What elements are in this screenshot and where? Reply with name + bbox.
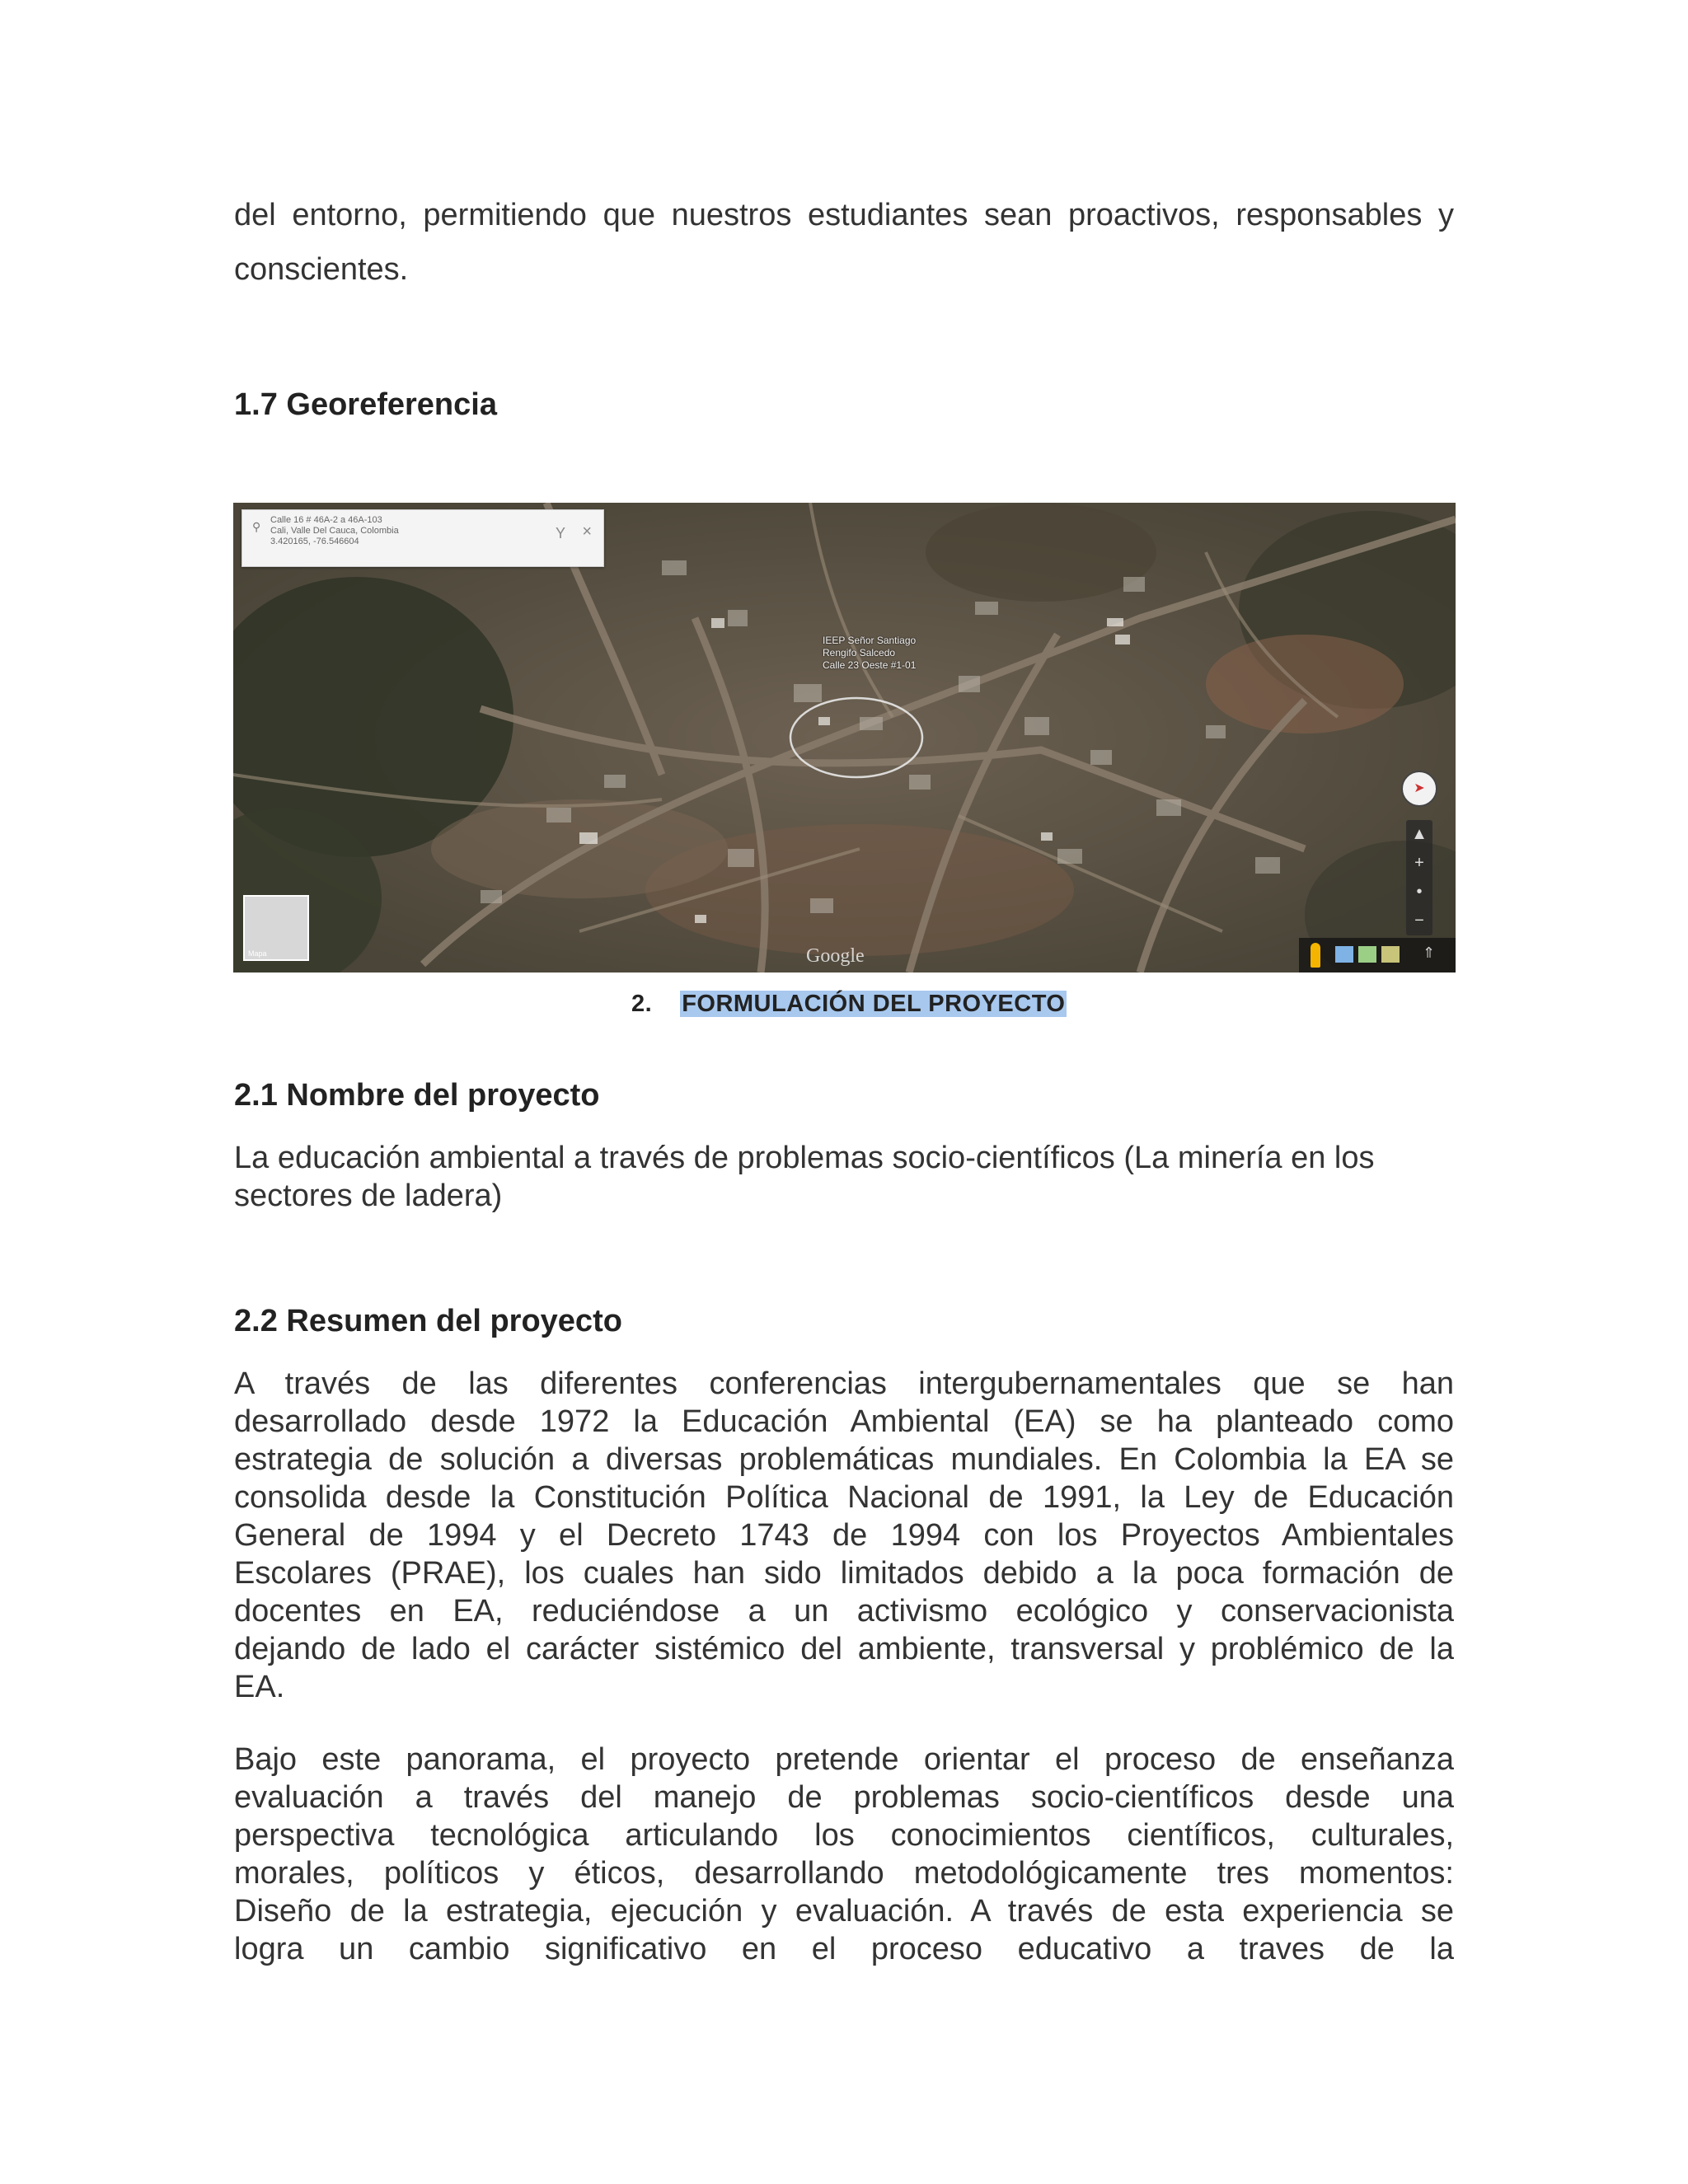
street-view-pegman-icon[interactable] bbox=[1311, 943, 1320, 968]
zoom-control bbox=[1406, 820, 1432, 935]
layer-tile-icon[interactable] bbox=[1358, 946, 1376, 963]
paragraph-line: A través de las diferentes conferencias intergubernamentales que se han bbox=[234, 1366, 1454, 1401]
paragraph-line: estrategia de solución a diversas problemáticas mundiales. En Colombia la EA se bbox=[234, 1442, 1454, 1477]
satellite-map-image bbox=[233, 503, 1456, 972]
paragraph-line: Escolares (PRAE), los cuales han sido limitados debido a la poca formación de bbox=[234, 1556, 1454, 1591]
map-address-city: Cali, Valle Del Cauca, Colombia bbox=[270, 526, 399, 536]
tilt-icon[interactable]: ▲ bbox=[1411, 825, 1428, 843]
paragraph-line: Diseño de la estrategia, ejecución y evaluación. A través de esta experiencia se bbox=[234, 1894, 1454, 1929]
satellite-texture bbox=[233, 503, 1456, 972]
zoom-in-button[interactable]: + bbox=[1414, 854, 1424, 872]
compass-icon[interactable]: ➤ bbox=[1401, 771, 1437, 807]
map-place-label bbox=[823, 635, 916, 672]
map-place-name: IEEP Señor Santiago bbox=[823, 635, 917, 646]
paragraph-line: EA. bbox=[234, 1670, 285, 1704]
map-coordinates: 3.420165, -76.546604 bbox=[270, 537, 359, 546]
google-watermark: Google bbox=[806, 945, 865, 967]
map-place-address: Calle 23 Oeste #1-01 bbox=[823, 659, 917, 671]
paragraph-line: dejando de lado el carácter sistémico del ambiente, transversal y problémico de la bbox=[234, 1632, 1454, 1666]
location-pin-icon: ⚲ bbox=[252, 520, 261, 533]
paragraph-line: consolida desde la Constitución Política Nacional de 1991, la Ley de Educación bbox=[234, 1480, 1454, 1515]
layer-tile-icon[interactable] bbox=[1335, 946, 1353, 963]
rotate-icon[interactable]: • bbox=[1416, 883, 1423, 901]
intro-line: conscientes. bbox=[234, 252, 409, 287]
paragraph-line: logra un cambio significativo en el proceso educativo a traves de la bbox=[234, 1932, 1454, 1966]
paragraph-line: perspectiva tecnológica articulando los conocimientos científicos, culturales, bbox=[234, 1818, 1454, 1853]
project-name-line: La educación ambiental a través de problemas socio-científicos (La minería en los bbox=[234, 1141, 1375, 1175]
project-name-text bbox=[234, 1139, 1454, 1215]
paragraph-line: desarrollado desde 1972 la Educación Ambiental (EA) se ha planteado como bbox=[234, 1404, 1454, 1439]
section-heading-resumen: 2.2 Resumen del proyecto bbox=[234, 1304, 622, 1338]
paragraph-line: morales, políticos y éticos, desarrollando metodológicamente tres momentos: bbox=[234, 1856, 1454, 1891]
paragraph-line: evaluación a través del manejo de problemas socio-científicos desde una bbox=[234, 1780, 1454, 1815]
map-bottom-bar bbox=[1299, 938, 1456, 972]
intro-line: del entorno, permitiendo que nuestros estudiantes sean proactivos, responsables y bbox=[234, 198, 1454, 232]
map-type-label: Mapa bbox=[248, 949, 267, 958]
section-title-highlighted: FORMULACIÓN DEL PROYECTO bbox=[682, 991, 1066, 1017]
paragraph-line: docentes en EA, reduciéndose a un activismo ecológico y conservacionista bbox=[234, 1594, 1454, 1629]
zoom-out-button[interactable]: − bbox=[1414, 912, 1424, 930]
directions-icon[interactable]: Y bbox=[555, 525, 565, 541]
expand-icon[interactable]: ⇑ bbox=[1423, 944, 1436, 961]
section-heading-georeferencia: 1.7 Georeferencia bbox=[234, 387, 497, 422]
intro-paragraph bbox=[234, 188, 1454, 297]
summary-paragraph-1 bbox=[234, 1365, 1454, 1706]
layer-tile-icon[interactable] bbox=[1381, 946, 1400, 963]
project-name-line: sectores de ladera) bbox=[234, 1179, 503, 1213]
map-search-box[interactable] bbox=[241, 509, 604, 567]
section-heading-nombre: 2.1 Nombre del proyecto bbox=[234, 1078, 600, 1113]
map-type-thumbnail[interactable] bbox=[243, 895, 309, 961]
map-place-name-2: Rengifo Salcedo bbox=[823, 647, 896, 658]
section-heading-formulacion bbox=[631, 991, 1067, 1018]
paragraph-line: General de 1994 y el Decreto 1743 de 1994 con los Proyectos Ambientales bbox=[234, 1518, 1454, 1553]
paragraph-line: Bajo este panorama, el proyecto pretende orientar el proceso de enseñanza bbox=[234, 1742, 1454, 1777]
close-icon[interactable]: × bbox=[582, 523, 592, 541]
map-address: Calle 16 # 46A-2 a 46A-103 bbox=[270, 515, 382, 525]
summary-paragraph-2 bbox=[234, 1741, 1454, 1968]
section-number: 2. bbox=[631, 991, 653, 1017]
